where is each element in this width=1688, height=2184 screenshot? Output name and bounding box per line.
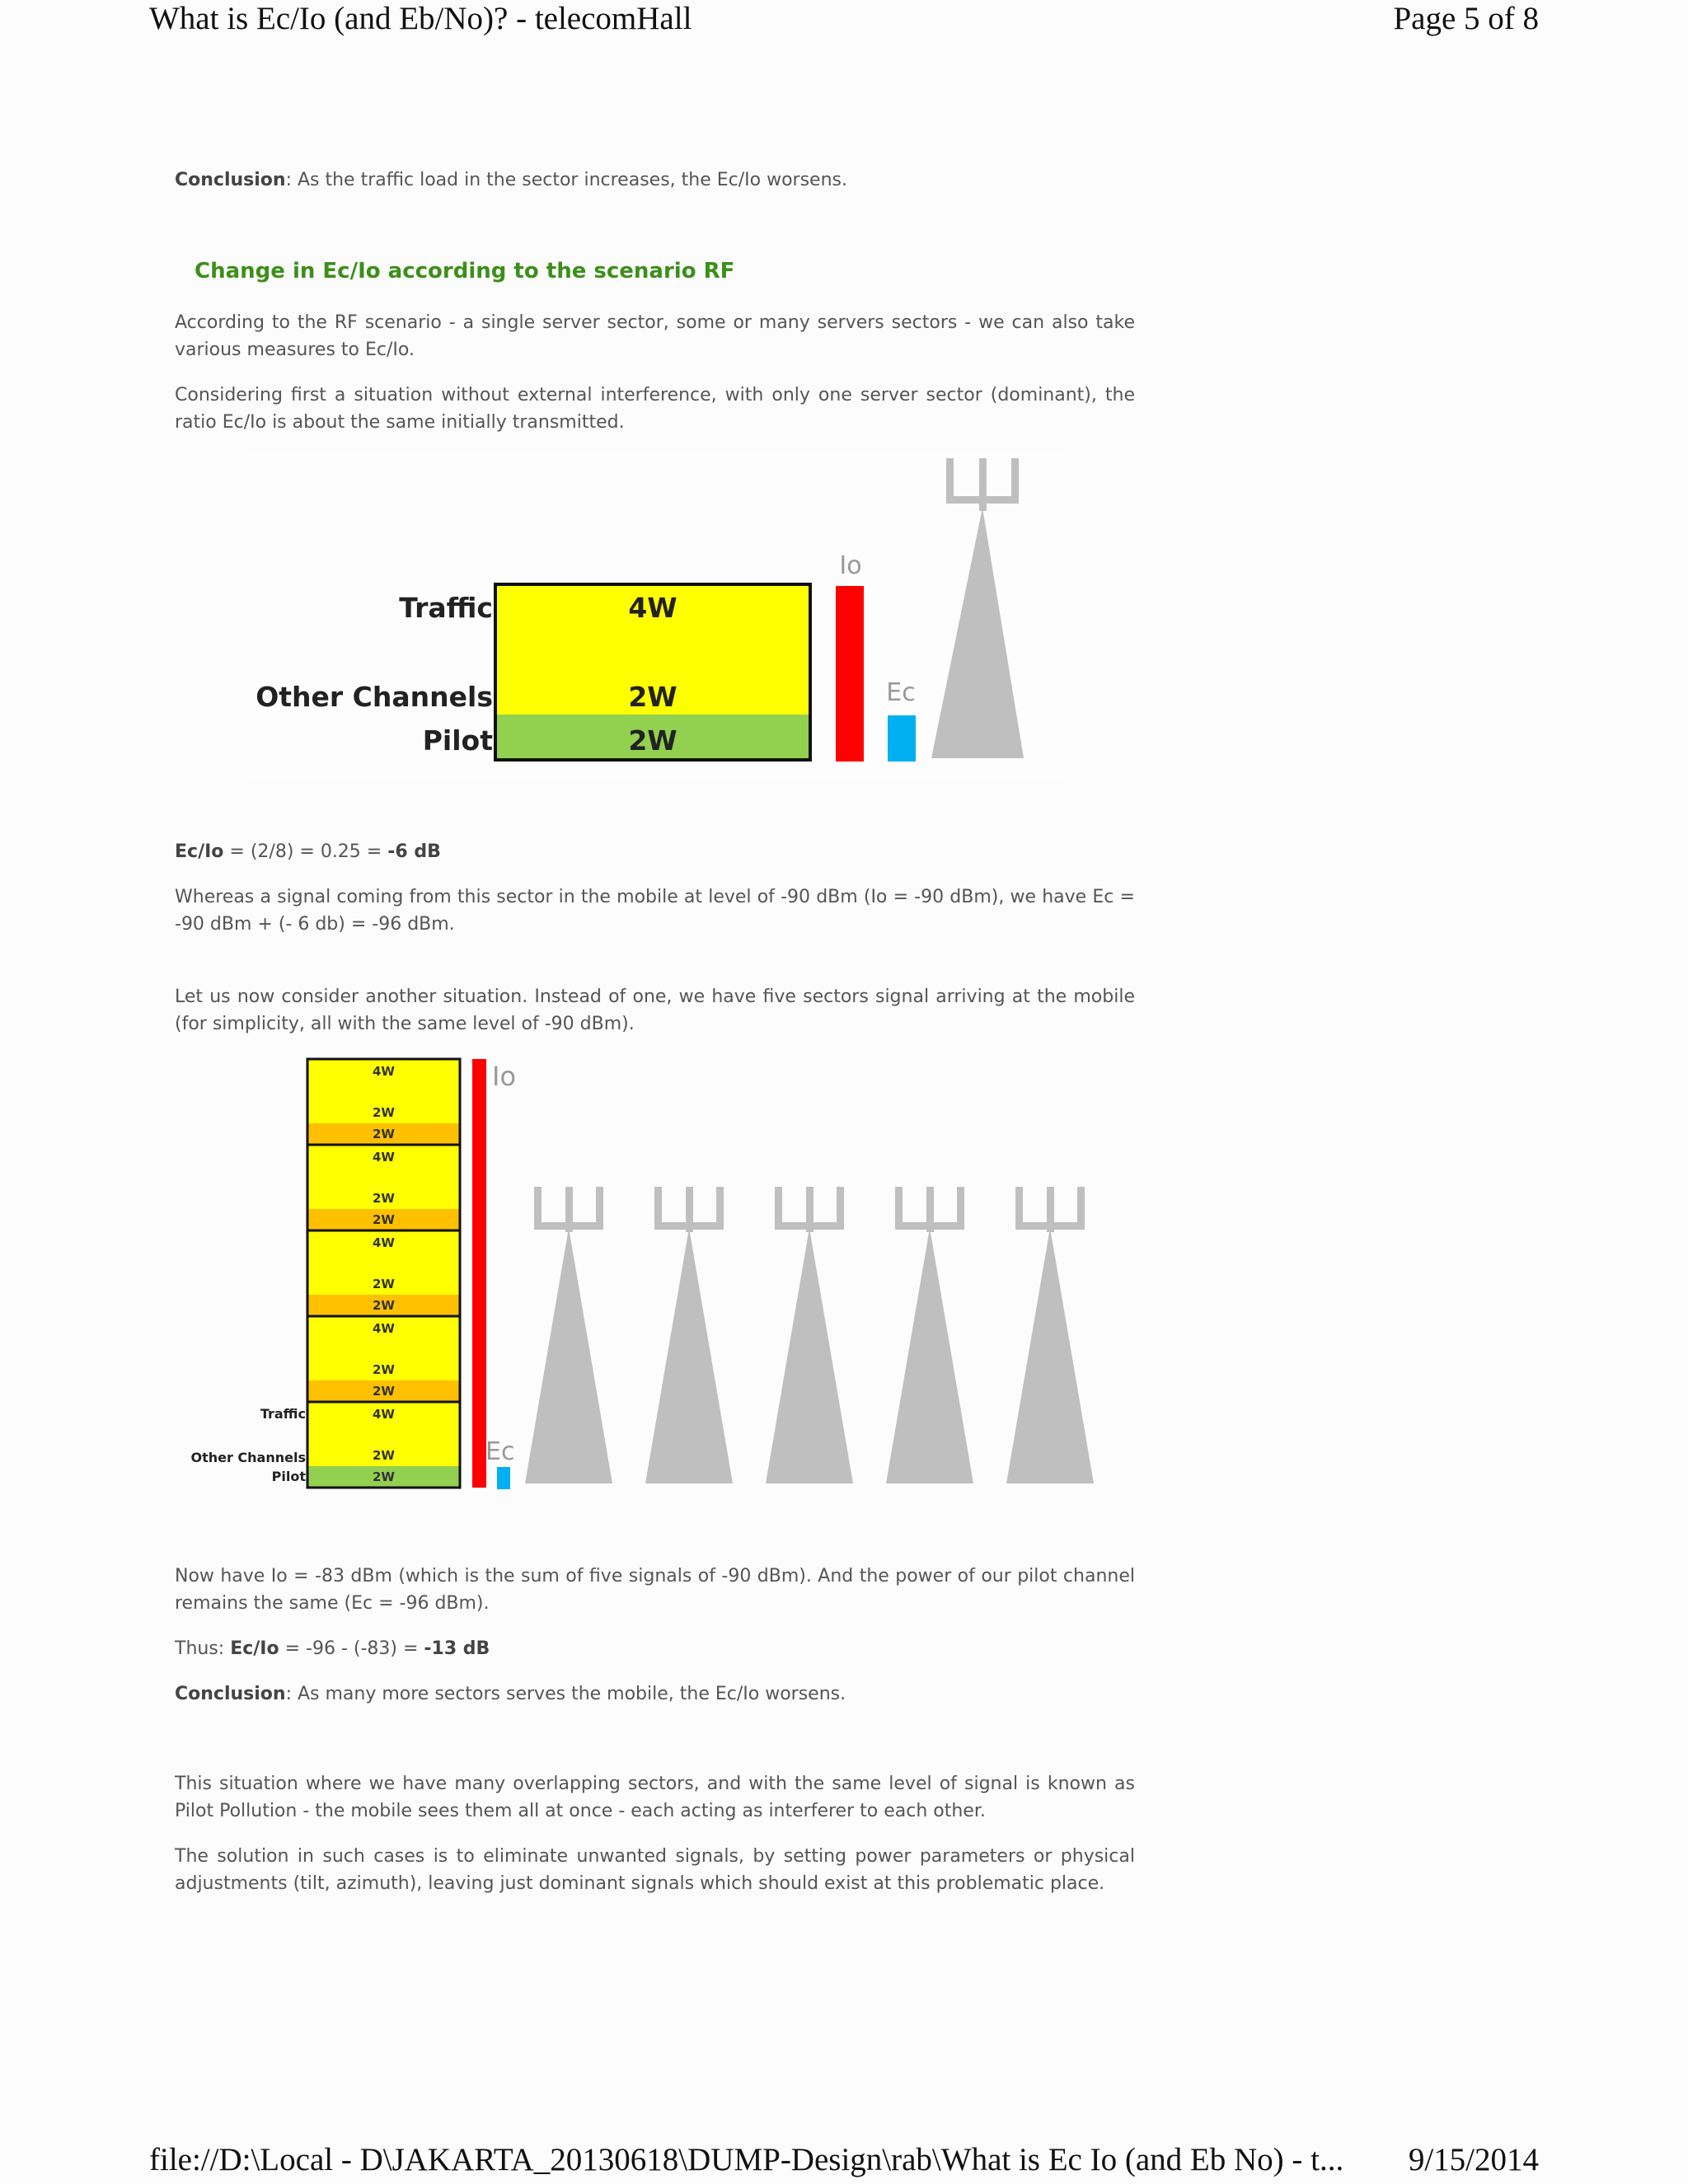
io-bar-total (472, 1059, 486, 1488)
traffic-value: 4W (628, 592, 678, 624)
paragraph-whereas: Whereas a signal coming from this sector in the mobile at level of -90 dBm (Io = -90 dBm), we have Ec = -90 dBm + (- 6 db) = -96 dBm. (175, 887, 1135, 935)
power-stack (307, 1059, 460, 1488)
pilot-value: 2W (628, 724, 678, 757)
tower-icon-5 (1006, 1187, 1094, 1483)
stack-traffic-value-5: 4W (373, 1407, 395, 1422)
io-label-total: Io (492, 1061, 517, 1092)
paragraph-five-sectors: Let us now consider another situation. Instead of one, we have five sectors signal arriving at the mobile (for simplicity, all with the same level of -90 dBm). (175, 987, 1135, 1034)
stack-other-value-4: 2W (373, 1362, 395, 1377)
tower-body (525, 1228, 612, 1483)
pilot-label-small: Pilot (271, 1469, 306, 1484)
paragraph-rf-scenario: According to the RF scenario - a single server sector, some or many servers sectors - we can also take various measures to Ec/Io. (175, 312, 1135, 360)
traffic-label: Traffic (399, 592, 493, 624)
ec-label: Ec (886, 678, 916, 707)
ec-bar (888, 715, 916, 762)
document-title: What is Ec/Io (and Eb/No)? - telecomHall (149, 1, 692, 36)
formula-expression-2: = -96 - (-83) = (279, 1638, 424, 1659)
tower-antenna-left (654, 1187, 662, 1228)
tower-antenna-right (1077, 1187, 1085, 1228)
towers-group (525, 1187, 1094, 1483)
tower-icon-1 (525, 1187, 612, 1483)
single-sector-figure (247, 452, 1063, 781)
stack-pilot-value-1: 2W (373, 1127, 395, 1141)
paragraph-single-server: Considering first a situation without external interference, with only one server sector (dominant), the ratio Ec/Io is about the same initially transmitted. (175, 385, 1135, 433)
tower-body (766, 1228, 853, 1483)
tower-body (886, 1228, 973, 1483)
stack-traffic-value-3: 4W (373, 1235, 395, 1250)
formula-expression: = (2/8) = 0.25 = (223, 841, 388, 862)
page-number: Page 5 of 8 (1393, 1, 1539, 36)
five-sectors-figure (190, 1051, 1104, 1496)
tower-body (1006, 1228, 1094, 1483)
conclusion-text-2: : As many more sectors serves the mobile, the Ec/Io worsens. (285, 1684, 846, 1704)
tower-crossbar (1015, 1222, 1085, 1230)
ec-label-pilot: Ec (485, 1437, 515, 1466)
other-channels-value: 2W (628, 681, 678, 713)
stack-pilot-value-4: 2W (373, 1384, 395, 1399)
formula-label-2: Ec/Io (230, 1638, 279, 1659)
stack-other-value-5: 2W (373, 1448, 395, 1463)
section-heading: Change in Ec/Io according to the scenario RF (195, 259, 735, 284)
tower-crossbar (654, 1222, 724, 1230)
tower-antenna-right (957, 1187, 964, 1228)
io-label: Io (839, 551, 862, 580)
paragraph-pilot-pollution: This situation where we have many overlapping sectors, and with the same level of signal is known as Pilot Pollution - the mobile sees them all at once - each acting as interferer to each other. (175, 1774, 1135, 1821)
stack-other-value-3: 2W (373, 1277, 395, 1291)
print-date: 9/15/2014 (1408, 2142, 1539, 2177)
tower-antenna-left (1015, 1187, 1023, 1228)
file-path: file://D:\Local - D\JAKARTA_20130618\DUMP-Design\rab\What is Ec Io (and Eb No) - t... (149, 2142, 1344, 2177)
ec-bar-pilot (497, 1467, 510, 1489)
io-bar (836, 586, 864, 762)
conclusion-paragraph-1 (175, 166, 1135, 194)
tower-icon-3 (766, 1187, 853, 1483)
formula-result-2: -13 dB (424, 1638, 490, 1659)
traffic-label-small: Traffic (260, 1406, 306, 1422)
tower-crossbar (895, 1222, 964, 1230)
stack-traffic-value-2: 4W (373, 1150, 395, 1165)
tower-crossbar (534, 1222, 603, 1230)
other-channels-label: Other Channels (256, 681, 493, 713)
tower-antenna-left (895, 1187, 903, 1228)
stack-other-value-1: 2W (373, 1105, 395, 1120)
tower-icon-4 (886, 1187, 973, 1483)
conclusion-label-2: Conclusion (175, 1684, 286, 1704)
tower-body (645, 1228, 733, 1483)
formula-ec-io-five (175, 1635, 1135, 1662)
conclusion-text: : As the traffic load in the sector increases, the Ec/Io worsens. (285, 170, 847, 190)
tower-antenna-left (534, 1187, 542, 1228)
paragraph-now-io: Now have Io = -83 dBm (which is the sum of five signals of -90 dBm). And the power of our pilot channel remains the same (Ec = -96 dBm). (175, 1566, 1135, 1614)
paragraph-solution: The solution in such cases is to eliminate unwanted signals, by setting power parameters or physical adjustments (tilt, azimuth), leaving just dominant signals which should exist at this problematic place. (175, 1846, 1135, 1894)
stack-pilot-value-5: 2W (373, 1469, 395, 1484)
formula-ec-io-single (175, 838, 1135, 865)
formula-label: Ec/Io (175, 841, 224, 862)
stack-pilot-value-3: 2W (373, 1298, 395, 1313)
conclusion-label: Conclusion (175, 170, 286, 190)
other-channels-label-small: Other Channels (190, 1450, 306, 1465)
stack-traffic-value-1: 4W (373, 1064, 395, 1079)
tower-antenna-left (775, 1187, 782, 1228)
tower-antenna-right (716, 1187, 724, 1228)
tower-antenna-right (837, 1187, 844, 1228)
tower-icon-2 (645, 1187, 733, 1483)
formula-prefix: Thus: (175, 1638, 231, 1659)
formula-result: -6 dB (387, 841, 441, 862)
stack-traffic-value-4: 4W (373, 1321, 395, 1336)
conclusion-paragraph-2 (175, 1680, 1135, 1708)
tower-crossbar (775, 1222, 844, 1230)
stack-pilot-value-2: 2W (373, 1212, 395, 1227)
tower-antenna-right (596, 1187, 603, 1228)
stack-other-value-2: 2W (373, 1191, 395, 1206)
pilot-label: Pilot (422, 724, 493, 757)
